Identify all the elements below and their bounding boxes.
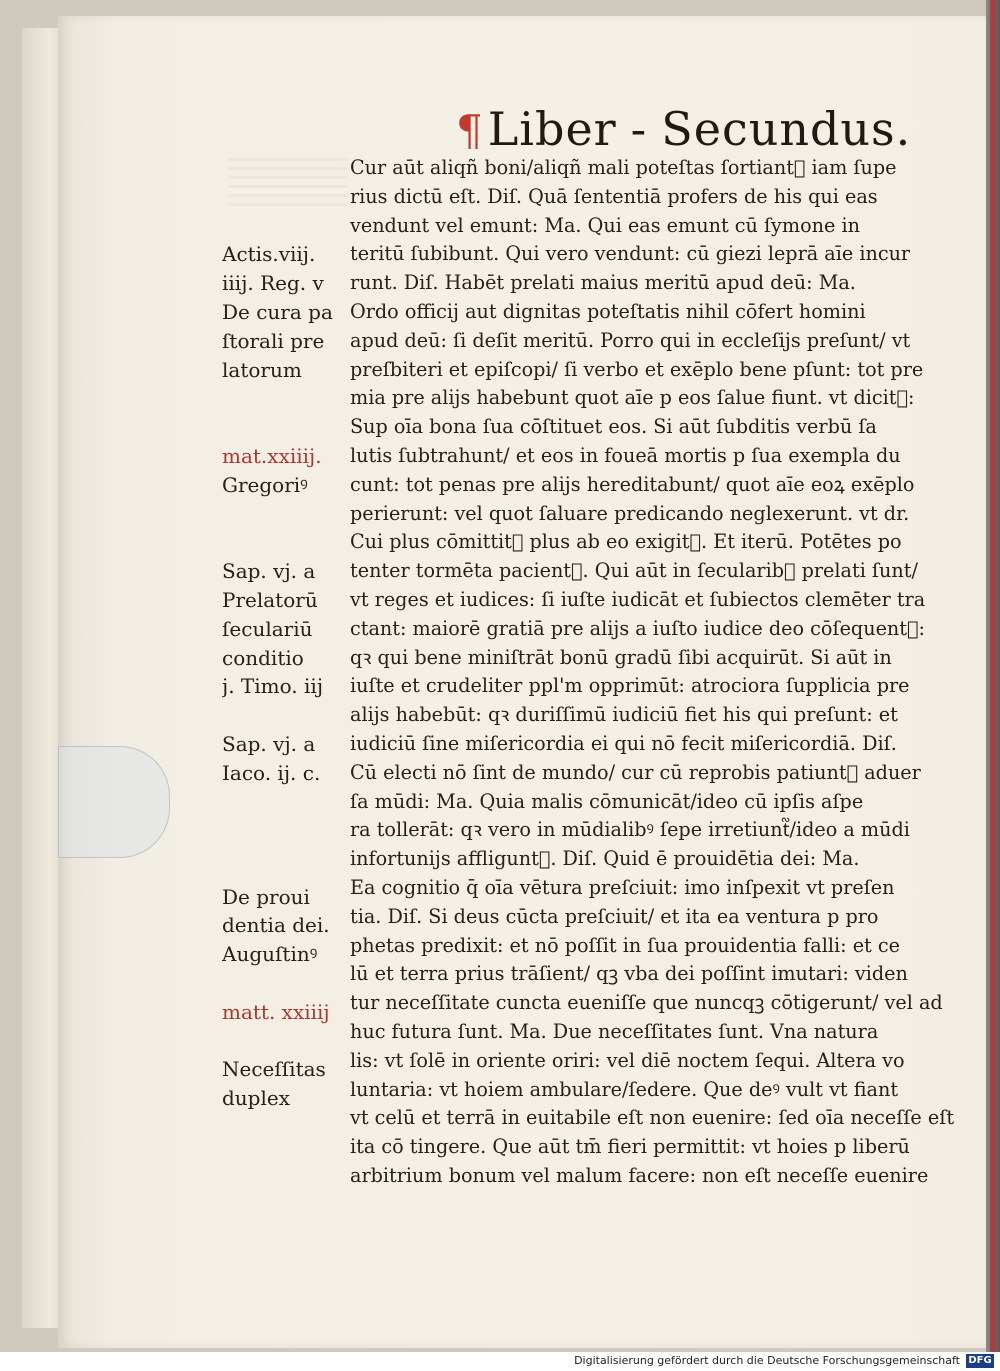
body-line: tia. Diſ. Si deus cūcta preſciuit/ et ita ea ventura p pro [350,904,879,928]
body-line: ita cō tingere. Que aūt tm̄ fieri permittit: vt hoies p liberū [350,1135,910,1159]
margin-note: matt. xxiiij [222,999,330,1024]
body-line: iuſte et crudeliter ppl'm opprimūt: atrociora ſupplicia pre [350,674,910,698]
body-line: huc futura ſunt. Ma. Due neceſſitates ſunt. Vna natura [350,1019,879,1043]
body-line: vt celū et terrā in euitabile eſt non euenire: ſed oīa neceſſe eſt [350,1106,955,1130]
body-line: tur neceſſitate cuncta eueniſſe que nuncqꝫ cōtigerunt/ vel ad [350,991,943,1015]
body-text [350,154,990,1191]
body-line: apud deū: ſi deſit meritū. Porro qui in eccleſijs preſunt/ vt [350,328,911,352]
body-line: infortunijs affligunt᷑. Diſ. Quid ē prouidētia dei: Ma. [350,847,860,871]
body-line: vendunt vel emunt: Ma. Qui eas emunt cū ſymone in [350,213,860,237]
body-line: lis: vt ſolē in oriente oriri: vel diē noctem ſequi. Altera vo [350,1048,905,1072]
body-line: perierunt: vel quot ſaluare predicando neglexerunt. vt dr. [350,501,910,525]
margin-note: Actis.viij. [222,242,316,267]
body-line: iudiciū ſine miſericordia ei qui nō fecit miſericordiā. Diſ. [350,731,897,755]
body-line: tenter tormēta pacient᷑. Qui aūt in ſecularibꝰ prelati ſunt/ [350,559,918,583]
page-clip [58,746,170,858]
pilcrow-mark: ¶ [456,106,484,155]
body-line: arbitrium bonum vel malum facere: non eſt neceſſe euenire [350,1163,929,1187]
margin-note: latorum [222,357,302,382]
body-line: ſa mūdi: Ma. Quia malis cōmunicāt/ideo cū ipſis aſpe [350,789,864,813]
margin-note: De proui [222,884,310,909]
body-line: rius dictū eſt. Diſ. Quā ſententiā profers de his qui eas [350,184,878,208]
margin-note: Prelatorū [222,588,318,612]
margin-note: dentia dei. [222,913,330,938]
body-line: Ea cognitio q̄ oīa vētura preſciuit: imo inſpexit vt preſen [350,875,895,899]
body-line: mia pre alijs habebunt quot aīe p eos ſalue fiunt. vt dicit᷑: [350,386,915,410]
margin-note: Sap. vj. a [222,732,316,756]
margin-note: mat.xxiiij. [222,444,322,468]
body-line: lutis ſubtrahunt/ et eos in foueā mortis p ſua exempla du [350,443,901,467]
margin-note: conditio [222,645,304,670]
margin-note: Iaco. ij. c. [222,760,321,785]
body-line: Cur aūt aliqñ boni/aliqñ mali poteſtas ſortiant᷑ iam ſupe [350,156,897,179]
body-line: runt. Diſ. Habēt prelati maius meritū apud deū: Ma. [350,271,856,295]
body-line: Cū electi nō ſint de mundo/ cur cū reprobis patiunt᷑ aduer [350,760,921,784]
margin-note: ſtorali pre [222,328,325,353]
book-page [58,16,986,1348]
margin-note: j. Timo. iij [222,674,324,699]
body-line: cunt: tot penas pre alijs hereditabunt/ quot aīe eoꝝ exēplo [350,472,915,496]
body-line: ctant: maiorē gratiā pre alijs a iuſto iudice deo cōſequent᷑: [350,616,925,640]
margin-note: Auguſtinꝰ [222,942,318,967]
margin-note: Neceſſitas [222,1057,326,1082]
running-head-word-1: Liber [487,102,617,156]
bookmark-ribbon [990,0,996,1352]
margin-note: iiij. Reg. v [222,271,324,296]
margin-note: ſeculariū [222,616,313,641]
body-line: preſbiteri et epiſcopi/ ſi verbo et exēplo bene pſunt: tot pre [350,357,924,381]
margin-note: Gregoriꝰ [222,472,308,497]
body-line: Ordo officij aut dignitas poteſtatis nihil cōfert homini [350,299,866,323]
body-line: alijs habebūt: qꝛ duriſſimū iudiciū fiet his qui preſunt: et [350,703,898,727]
margin-note: duplex [222,1086,290,1111]
dfg-logo: DFG [966,1354,994,1368]
body-line: phetas predixit: et nō poſſit in ſua prouidentia falli: et ce [350,933,900,957]
body-line: vt reges et iudices: ſi iuſte iudicāt et ſubiectos clemēter tra [350,587,926,611]
running-head-word-2: Secundus. [661,102,912,156]
show-through-ink [228,156,348,206]
body-line: Sup oīa bona ſua cōſtituet eos. Si aūt ſubditis verbū ſa [350,415,877,439]
body-line: ra tollerāt: qꝛ vero in mūdialibꝰ ſepe irretiunt᷑/ideo a mūdi [350,818,910,842]
body-line: lū et terra prius trāſient/ qꝫ vba dei poſſint imutari: viden [350,962,908,986]
body-line: teritū ſubibunt. Qui vero vendunt: cū giezi leprā aīe incur [350,242,911,266]
running-head-dash: - [630,102,648,156]
body-line: qꝛ qui bene miniſtrāt bonū gradū ſibi acquirūt. Si aūt in [350,645,892,669]
body-line: luntaria: vt hoiem ambulare/ſedere. Que deꝰ vult vt fiant [350,1077,899,1101]
margin-note: Sap. vj. a [222,559,316,584]
footer-credit: Digitalisierung gefördert durch die Deutsche Forschungsgemeinschaft [574,1354,960,1367]
body-line: Cui plus cōmittit᷑ plus ab eo exigit᷑. Et iterū. Potētes po [350,530,902,554]
margin-note: De cura pa [222,300,333,324]
running-head [456,102,912,158]
